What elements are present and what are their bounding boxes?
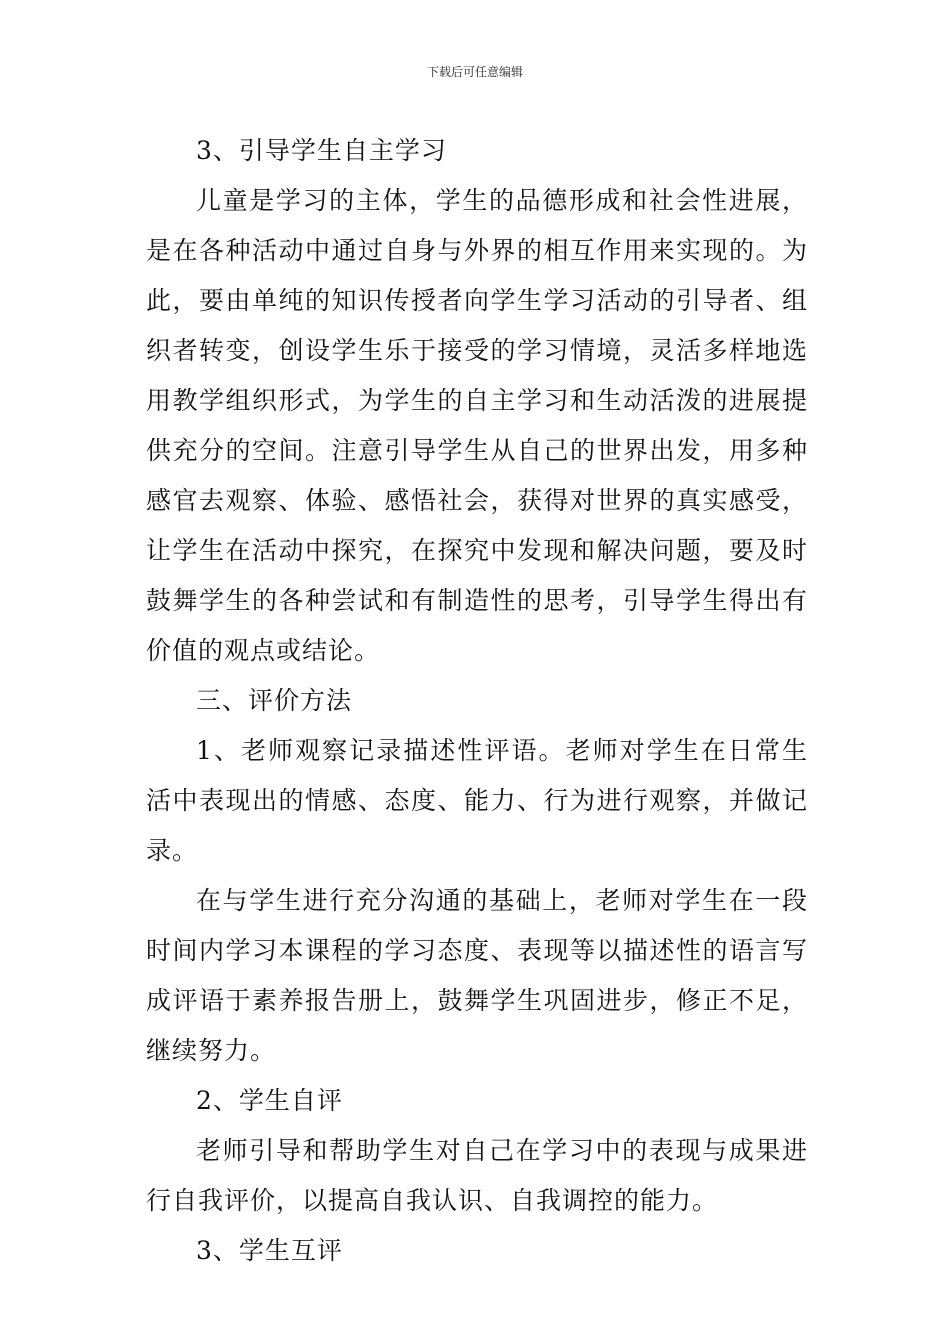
page-header: 下载后可任意编辑 — [426, 65, 523, 79]
paragraph-teacher-observation: 1、老师观察记录描述性评语。老师对学生在日常生活中表现出的情感、态度、能力、行为进行观察，并做记录。 — [146, 736, 808, 865]
section-heading-peer-evaluation: 3、学生互评 — [196, 1236, 343, 1265]
section-heading-self-evaluation: 2、学生自评 — [196, 1086, 343, 1115]
paragraph-descriptive-comments: 在与学生进行充分沟通的基础上，老师对学生在一段时间内学习本课程的学习态度、表现等以描述性的语言写成评语于素养报告册上，鼓舞学生巩固进步，修正不足，继续努力。 — [146, 886, 808, 1065]
document-body — [146, 126, 808, 1276]
section-heading-guide-self-study: 3、引导学生自主学习 — [196, 136, 447, 165]
section-heading-evaluation-methods: 三、评价方法 — [196, 686, 353, 715]
paragraph-student-subject: 儿童是学习的主体，学生的品德形成和社会性进展，是在各种活动中通过自身与外界的相互作用来实现的。为此，要由单纯的知识传授者向学生学习活动的引导者、组织者转变，创设学生乐于接受的学习情境，灵活多样地选用教学组织形式，为学生的自主学习和生动活泼的进展提供充分的空间。注意引导学生从自己的世界出发，用多种感官去观察、体验、感悟社会，获得对世界的真实感受，让学生在活动中探究，在探究中发现和解决问题，要及时鼓舞学生的各种尝试和有制造性的思考，引导学生得出有价值的观点或结论。 — [146, 186, 808, 665]
paragraph-self-evaluation: 老师引导和帮助学生对自己在学习中的表现与成果进行自我评价，以提高自我认识、自我调控的能力。 — [146, 1136, 808, 1215]
